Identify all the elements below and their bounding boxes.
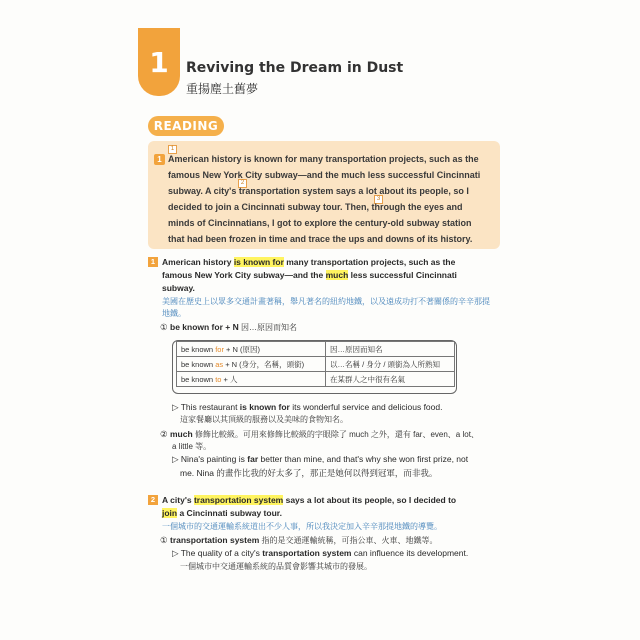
s2-line-1: A city's transportation system says a lot about its people, so I decided to <box>162 495 457 505</box>
chapter-title: Reviving the Dream in Dust <box>186 60 404 76</box>
reading-passage-box <box>148 141 500 249</box>
reading-badge: READING <box>148 116 224 136</box>
s1-example-2: ▷ Nina's painting is far better than mine, and that's why she won first prize, not <box>172 454 469 464</box>
s2-example-1-translation: 一個城市中交通運輸系統的品質會影響其城市的發展。 <box>180 562 372 571</box>
s2-note-1: ① transportation system 指的是交通運輸統稱，可指公車、火車、地鐵等。 <box>160 535 438 545</box>
sentence-marker-1: 1 <box>168 145 177 154</box>
passage-line-4: decided to join a Cincinnati subway tour. Then, through the eyes and <box>168 202 463 212</box>
chapter-subtitle: 重揚塵土舊夢 <box>186 82 259 96</box>
usage-table <box>176 341 455 387</box>
s1-note-2: ② much 修飾比較級。可用來修飾比較級的字眼除了 much 之外，還有 far、even、a lot、 <box>160 429 479 439</box>
s2-example-1: ▷ The quality of a city's transportation system can influence its development. <box>172 548 469 558</box>
s1-line-2: famous New York City subway—and the much less successful Cincinnati <box>162 270 457 280</box>
s1-line-3: subway. <box>162 283 195 293</box>
passage-line-2: famous New York City subway—and the much less successful Cincinnati <box>168 170 481 180</box>
chapter-number: 1 <box>149 46 169 79</box>
s1-line-1: American history is known for many transportation projects, such as the <box>162 257 456 267</box>
s1-translation-2: 地鐵。 <box>162 309 186 318</box>
s1-example-1-translation: 這家餐廳以其頂級的服務以及美味的食物知名。 <box>180 415 348 424</box>
sentence-number-2: 2 <box>148 495 158 505</box>
sentence-marker-3: 3 <box>374 195 383 204</box>
s1-note-1: ① be known for + N 因…原因而知名 <box>160 322 297 332</box>
s1-translation-1: 美國在歷史上以眾多交通計畫著稱，舉凡著名的紐約地鐵，以及遠成功打不著關係的辛辛那提 <box>162 297 490 306</box>
paragraph-number: 1 <box>154 154 165 165</box>
s1-note-2-cont: a little 等。 <box>172 442 212 451</box>
s2-translation: 一個城市的交通運輸系統道出不少人事，所以我決定加入辛辛那提地鐵的導覽。 <box>162 522 442 531</box>
table-row: be known for + N (原因) 因…原因而知名 <box>177 342 455 357</box>
table-row: be known to + 人 在某群人之中很有名氣 <box>177 372 455 387</box>
passage-line-3: subway. A city's transportation system says a lot about its people, so I <box>168 186 469 196</box>
passage-line-5: minds of Cincinnatians, I got to explore the century-old subway station <box>168 218 472 228</box>
s1-example-1: ▷ This restaurant is known for its wonderful service and delicious food. <box>172 402 443 412</box>
s2-line-2: join a Cincinnati subway tour. <box>162 508 282 518</box>
sentence-marker-2: 2 <box>238 179 247 188</box>
sentence-number-1: 1 <box>148 257 158 267</box>
passage-line-6: that had been frozen in time and trace the ups and downs of its history. <box>168 234 473 244</box>
passage-line-1: American history is known for many transportation projects, such as the <box>168 154 479 164</box>
table-row: be known as + N (身分，名稱，頭銜) 以…名稱 / 身分 / 頭銜為人所熟知 <box>177 357 455 372</box>
s1-example-2-cont: me. Nina 的畫作比我的好太多了，那正是她何以得到冠軍，而非我。 <box>180 468 438 478</box>
